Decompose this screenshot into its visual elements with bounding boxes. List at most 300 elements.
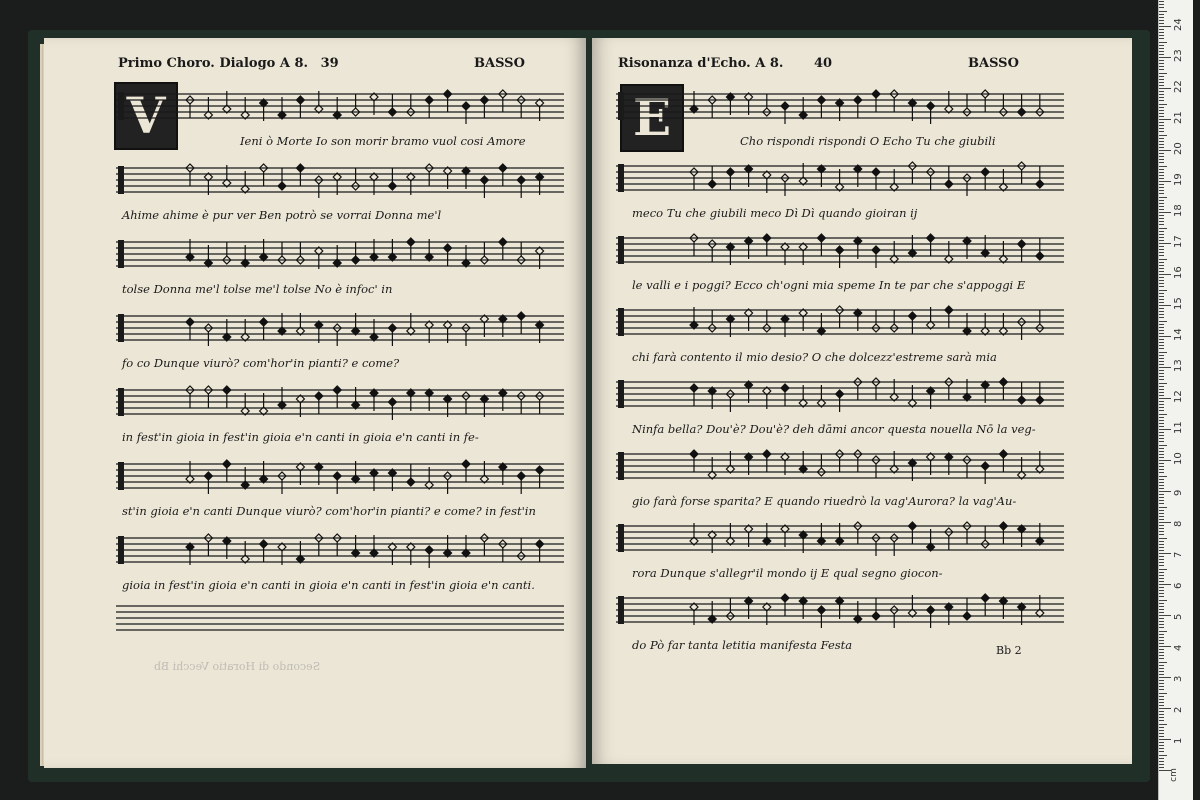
ruler-number: 9 xyxy=(1173,489,1184,496)
music-note xyxy=(1036,252,1044,260)
ruler-tick xyxy=(1159,203,1164,204)
ruler-tick xyxy=(1159,274,1171,275)
ruler-tick xyxy=(1159,429,1171,430)
ruler-tick xyxy=(1159,187,1164,188)
music-note xyxy=(480,96,488,104)
ruler-tick xyxy=(1159,243,1171,244)
clef-mark xyxy=(618,596,624,624)
ruler-tick xyxy=(1159,668,1164,669)
ruler-tick xyxy=(1159,178,1164,179)
ruler-number: 20 xyxy=(1173,142,1184,155)
left-decorated-initial: V xyxy=(114,82,178,150)
ruler-tick xyxy=(1159,327,1164,328)
ruler-tick xyxy=(1159,472,1164,473)
ruler-tick xyxy=(1159,355,1164,356)
ruler-tick xyxy=(1159,215,1164,216)
music-staff xyxy=(116,456,564,500)
ruler-tick xyxy=(1159,745,1164,746)
music-note xyxy=(388,398,396,406)
ruler-tick xyxy=(1159,339,1164,340)
ruler-tick xyxy=(1159,758,1164,759)
ruler-tick xyxy=(1159,438,1164,439)
ruler-number: 22 xyxy=(1173,80,1184,93)
ruler-tick xyxy=(1159,383,1167,384)
clef-mark xyxy=(618,308,624,336)
ruler-tick xyxy=(1159,606,1164,607)
lyric-line: do Pò far tanta letitia manifesta Festa xyxy=(632,638,853,652)
ruler-tick xyxy=(1159,596,1164,597)
music-note xyxy=(425,546,433,554)
ruler-tick xyxy=(1159,640,1164,641)
ruler-number: 6 xyxy=(1173,582,1184,589)
ruler-tick xyxy=(1159,516,1164,517)
ruler-tick xyxy=(1159,534,1164,535)
music-note xyxy=(536,466,544,474)
ruler-tick xyxy=(1159,513,1164,514)
music-note xyxy=(425,96,433,104)
ruler-tick xyxy=(1159,60,1164,61)
ruler-tick xyxy=(1159,200,1164,201)
music-note xyxy=(1036,180,1044,188)
ruler-tick xyxy=(1159,29,1164,30)
music-note xyxy=(536,540,544,548)
ruler-tick xyxy=(1159,17,1164,18)
ruler-number: 12 xyxy=(1173,390,1184,403)
ruler-tick xyxy=(1159,720,1164,721)
clef-mark xyxy=(118,166,124,194)
ruler-tick xyxy=(1159,42,1167,43)
ruler-number: 14 xyxy=(1173,328,1184,341)
ruler-tick xyxy=(1159,308,1164,309)
ruler-tick xyxy=(1159,156,1164,157)
music-staff xyxy=(616,446,1064,490)
ruler-number: 7 xyxy=(1173,551,1184,558)
ruler-tick xyxy=(1159,259,1167,260)
music-note xyxy=(781,384,789,392)
music-note xyxy=(690,450,698,458)
ruler-tick xyxy=(1159,401,1164,402)
music-note xyxy=(690,384,698,392)
music-staff xyxy=(616,590,1064,634)
music-note xyxy=(388,324,396,332)
ruler-tick xyxy=(1159,404,1164,405)
ruler-tick xyxy=(1159,116,1164,117)
ruler-tick xyxy=(1159,525,1164,526)
ruler-tick xyxy=(1159,448,1164,449)
ruler-tick xyxy=(1159,69,1164,70)
ruler-tick xyxy=(1159,100,1164,101)
ruler-tick xyxy=(1159,466,1164,467)
right-header-title xyxy=(618,56,832,71)
music-note xyxy=(499,238,507,246)
ruler-tick xyxy=(1159,48,1164,49)
ruler-tick xyxy=(1159,705,1164,706)
music-note xyxy=(388,182,396,190)
ruler-tick xyxy=(1159,119,1171,120)
left-header-title xyxy=(118,56,339,71)
ruler-tick xyxy=(1159,395,1164,396)
ruler-tick xyxy=(1159,296,1164,297)
lyric-line: gio farà forse sparita? E quando riuedrò la vag'Aurora? la vag'Au- xyxy=(632,494,1017,508)
ruler-tick xyxy=(1159,634,1164,635)
music-note xyxy=(204,472,212,480)
music-note xyxy=(836,246,844,254)
ruler-tick xyxy=(1159,314,1164,315)
ruler-number: 17 xyxy=(1173,235,1184,248)
ruler-tick xyxy=(1159,85,1164,86)
lyric-line: st'in gioia e'n canti Dunque viurò? com'hor'in pianti? e come? in fest'in xyxy=(122,504,536,518)
clef-mark xyxy=(118,240,124,268)
ruler-tick xyxy=(1159,66,1164,67)
ruler-number: 10 xyxy=(1173,452,1184,465)
music-note xyxy=(480,176,488,184)
ruler-tick xyxy=(1159,181,1171,182)
ruler-tick xyxy=(1159,159,1164,160)
lyric-line: tolse Donna me'l tolse me'l tolse No è infoc' in xyxy=(122,282,393,296)
ruler-tick xyxy=(1159,162,1164,163)
ruler-tick xyxy=(1159,578,1164,579)
clef-mark xyxy=(118,388,124,416)
ruler-tick xyxy=(1159,361,1164,362)
ruler-number: 16 xyxy=(1173,266,1184,279)
right-header-part: BASSO xyxy=(968,56,1019,71)
ruler-tick xyxy=(1159,305,1171,306)
music-note xyxy=(278,182,286,190)
ruler-tick xyxy=(1159,386,1164,387)
ruler-tick xyxy=(1159,426,1164,427)
ruler-tick xyxy=(1159,224,1164,225)
music-note xyxy=(927,234,935,242)
ruler-tick xyxy=(1159,547,1164,548)
ruler-tick xyxy=(1159,317,1164,318)
ruler-tick xyxy=(1159,113,1164,114)
ruler-tick xyxy=(1159,454,1164,455)
music-note xyxy=(1018,240,1026,248)
ruler-tick xyxy=(1159,23,1164,24)
ruler-tick xyxy=(1159,612,1164,613)
clef-mark xyxy=(618,164,624,192)
music-note xyxy=(296,96,304,104)
ruler-tick xyxy=(1159,26,1171,27)
ruler-tick xyxy=(1159,262,1164,263)
ruler-tick xyxy=(1159,209,1164,210)
ruler-tick xyxy=(1159,627,1164,628)
ruler-tick xyxy=(1159,581,1164,582)
ruler-tick xyxy=(1159,593,1164,594)
ruler-tick xyxy=(1159,587,1164,588)
left-page xyxy=(44,38,586,768)
ruler-tick xyxy=(1159,761,1164,762)
ruler-tick xyxy=(1159,491,1171,492)
ruler-number: 3 xyxy=(1173,675,1184,682)
ruler-tick xyxy=(1159,662,1167,663)
ruler-tick xyxy=(1159,538,1167,539)
ruler-tick xyxy=(1159,655,1164,656)
music-note xyxy=(517,176,525,184)
ruler-tick xyxy=(1159,240,1164,241)
music-note xyxy=(963,612,971,620)
ruler-number: 4 xyxy=(1173,644,1184,651)
ruler-tick xyxy=(1159,1,1164,2)
ruler-tick xyxy=(1159,51,1164,52)
music-note xyxy=(908,312,916,320)
music-note xyxy=(872,612,880,620)
right-page xyxy=(592,38,1132,764)
music-note xyxy=(726,168,734,176)
ruler-tick xyxy=(1159,503,1164,504)
music-note xyxy=(315,392,323,400)
music-note xyxy=(836,390,844,398)
ruler-tick xyxy=(1159,138,1164,139)
music-note xyxy=(927,606,935,614)
ruler-tick xyxy=(1159,618,1164,619)
ruler-tick xyxy=(1159,689,1164,690)
ruler-tick xyxy=(1159,364,1164,365)
ruler-tick xyxy=(1159,333,1164,334)
ruler-tick xyxy=(1159,4,1164,5)
ruler-tick xyxy=(1159,249,1164,250)
ruler-number: 1 xyxy=(1173,737,1184,744)
ruler-tick xyxy=(1159,392,1164,393)
ruler-tick xyxy=(1159,175,1164,176)
music-note xyxy=(499,164,507,172)
ruler-tick xyxy=(1159,221,1164,222)
ruler-tick xyxy=(1159,330,1164,331)
ruler-tick xyxy=(1159,20,1164,21)
ruler-tick xyxy=(1159,376,1164,377)
measuring-ruler xyxy=(1158,0,1193,800)
ruler-tick xyxy=(1159,748,1164,749)
music-note xyxy=(444,244,452,252)
music-note xyxy=(763,234,771,242)
ruler-tick xyxy=(1159,255,1164,256)
ruler-tick xyxy=(1159,609,1164,610)
clef-mark xyxy=(618,92,624,120)
left-header-part: BASSO xyxy=(474,56,525,71)
ruler-tick xyxy=(1159,373,1164,374)
ruler-tick xyxy=(1159,169,1164,170)
music-staff xyxy=(116,308,564,352)
ruler-tick xyxy=(1159,190,1164,191)
ruler-tick xyxy=(1159,646,1171,647)
ruler-tick xyxy=(1159,35,1164,36)
ruler-tick xyxy=(1159,277,1164,278)
ruler-tick xyxy=(1159,389,1164,390)
ruler-tick xyxy=(1159,683,1164,684)
ruler-tick xyxy=(1159,541,1164,542)
ruler-tick xyxy=(1159,751,1164,752)
ruler-tick xyxy=(1159,271,1164,272)
music-staff xyxy=(116,382,564,426)
music-note xyxy=(781,102,789,110)
ruler-tick xyxy=(1159,739,1171,740)
music-note xyxy=(981,594,989,602)
ruler-tick xyxy=(1159,553,1171,554)
music-note xyxy=(260,540,268,548)
ruler-tick xyxy=(1159,572,1164,573)
music-note xyxy=(763,450,771,458)
ruler-number: 2 xyxy=(1173,706,1184,713)
ruler-tick xyxy=(1159,736,1164,737)
ruler-number: 15 xyxy=(1173,297,1184,310)
ruler-tick xyxy=(1159,38,1164,39)
ruler-tick xyxy=(1159,624,1164,625)
ruler-tick xyxy=(1159,265,1164,266)
ruler-tick xyxy=(1159,658,1164,659)
ruler-tick xyxy=(1159,432,1164,433)
music-note xyxy=(444,90,452,98)
ruler-tick xyxy=(1159,671,1164,672)
ruler-tick xyxy=(1159,528,1164,529)
ruler-tick xyxy=(1159,336,1171,337)
music-note xyxy=(872,90,880,98)
clef-mark xyxy=(118,536,124,564)
ruler-tick xyxy=(1159,507,1167,508)
music-note xyxy=(352,256,360,264)
right-header-title-text: Risonanza d'Echo. A 8. xyxy=(618,56,784,71)
ruler-tick xyxy=(1159,420,1164,421)
ruler-tick xyxy=(1159,76,1164,77)
ruler-tick xyxy=(1159,32,1164,33)
music-note xyxy=(981,168,989,176)
ruler-tick xyxy=(1159,370,1164,371)
ruler-tick xyxy=(1159,696,1164,697)
music-staff xyxy=(616,230,1064,274)
ruler-number: 23 xyxy=(1173,49,1184,62)
music-note xyxy=(407,478,415,486)
ruler-number: 21 xyxy=(1173,111,1184,124)
ruler-tick xyxy=(1159,228,1167,229)
ruler-tick xyxy=(1159,79,1164,80)
ruler-tick xyxy=(1159,562,1164,563)
ruler-tick xyxy=(1159,73,1167,74)
right-decorated-initial: E xyxy=(620,84,684,152)
music-note xyxy=(517,312,525,320)
music-note xyxy=(817,606,825,614)
ruler-tick xyxy=(1159,283,1164,284)
ruler-tick xyxy=(1159,197,1167,198)
ruler-tick xyxy=(1159,63,1164,64)
music-staff xyxy=(116,530,564,574)
ruler-tick xyxy=(1159,584,1171,585)
music-note xyxy=(872,168,880,176)
ruler-tick xyxy=(1159,550,1164,551)
ruler-tick xyxy=(1159,451,1164,452)
ruler-tick xyxy=(1159,767,1164,768)
music-note xyxy=(223,460,231,468)
music-note xyxy=(999,450,1007,458)
ruler-tick xyxy=(1159,457,1164,458)
ruler-tick xyxy=(1159,441,1164,442)
ruler-unit-label: cm xyxy=(1168,768,1179,782)
ruler-tick xyxy=(1159,293,1164,294)
ruler-tick xyxy=(1159,212,1171,213)
ruler-tick xyxy=(1159,367,1171,368)
ruler-tick xyxy=(1159,352,1167,353)
ruler-tick xyxy=(1159,414,1167,415)
music-note xyxy=(517,472,525,480)
ruler-tick xyxy=(1159,531,1164,532)
music-note xyxy=(1036,396,1044,404)
clef-mark xyxy=(618,524,624,552)
ruler-tick xyxy=(1159,460,1171,461)
lyric-line: rora Dunque s'allegr'il mondo ij E qual segno giocon- xyxy=(632,566,943,580)
lyric-line: chi farà contento il mio desio? O che dolcezz'estreme sarà mia xyxy=(632,350,997,364)
ruler-tick xyxy=(1159,125,1164,126)
ruler-tick xyxy=(1159,246,1164,247)
ruler-tick xyxy=(1159,482,1164,483)
music-note xyxy=(817,96,825,104)
ruler-tick xyxy=(1159,497,1164,498)
ruler-tick xyxy=(1159,324,1164,325)
ruler-tick xyxy=(1159,54,1164,55)
ruler-tick xyxy=(1159,631,1167,632)
music-note xyxy=(333,472,341,480)
music-staff xyxy=(616,86,1064,130)
ruler-tick xyxy=(1159,348,1164,349)
music-note xyxy=(223,386,231,394)
ruler-tick xyxy=(1159,699,1164,700)
ruler-number: 18 xyxy=(1173,204,1184,217)
ruler-tick xyxy=(1159,91,1164,92)
ruler-tick xyxy=(1159,603,1164,604)
ruler-tick xyxy=(1159,469,1164,470)
music-note xyxy=(999,522,1007,530)
ruler-tick xyxy=(1159,184,1164,185)
music-staff xyxy=(616,302,1064,346)
clef-mark xyxy=(618,236,624,264)
music-staff xyxy=(116,234,564,278)
music-note xyxy=(186,318,194,326)
ruler-tick xyxy=(1159,519,1164,520)
ruler-tick xyxy=(1159,485,1164,486)
ruler-number: 5 xyxy=(1173,613,1184,620)
ruler-number: 24 xyxy=(1173,18,1184,31)
music-note xyxy=(908,522,916,530)
music-note xyxy=(1018,396,1026,404)
clef-mark xyxy=(118,92,124,120)
ruler-tick xyxy=(1159,131,1164,132)
ruler-tick xyxy=(1159,717,1164,718)
ruler-tick xyxy=(1159,104,1167,105)
ruler-tick xyxy=(1159,82,1164,83)
ruler-tick xyxy=(1159,500,1164,501)
ruler-tick xyxy=(1159,286,1164,287)
ruler-tick xyxy=(1159,11,1167,12)
music-staff xyxy=(616,374,1064,418)
ruler-tick xyxy=(1159,711,1164,712)
music-note xyxy=(854,96,862,104)
ruler-tick xyxy=(1159,153,1164,154)
ruler-tick xyxy=(1159,742,1164,743)
lyric-line: in fest'in gioia in fest'in gioia e'n canti in gioia e'n canti in fe- xyxy=(122,430,479,444)
music-note xyxy=(817,234,825,242)
ruler-tick xyxy=(1159,724,1167,725)
ruler-tick xyxy=(1159,321,1167,322)
ruler-tick xyxy=(1159,218,1164,219)
ruler-tick xyxy=(1159,166,1167,167)
ruler-tick xyxy=(1159,237,1164,238)
ruler-number: 8 xyxy=(1173,520,1184,527)
music-note xyxy=(388,108,396,116)
ruler-tick xyxy=(1159,144,1164,145)
ruler-tick xyxy=(1159,565,1164,566)
ruler-tick xyxy=(1159,764,1164,765)
ruler-tick xyxy=(1159,674,1164,675)
right-footer: Bb 2 xyxy=(996,644,1022,657)
ruler-tick xyxy=(1159,110,1164,111)
ruler-tick xyxy=(1159,755,1167,756)
